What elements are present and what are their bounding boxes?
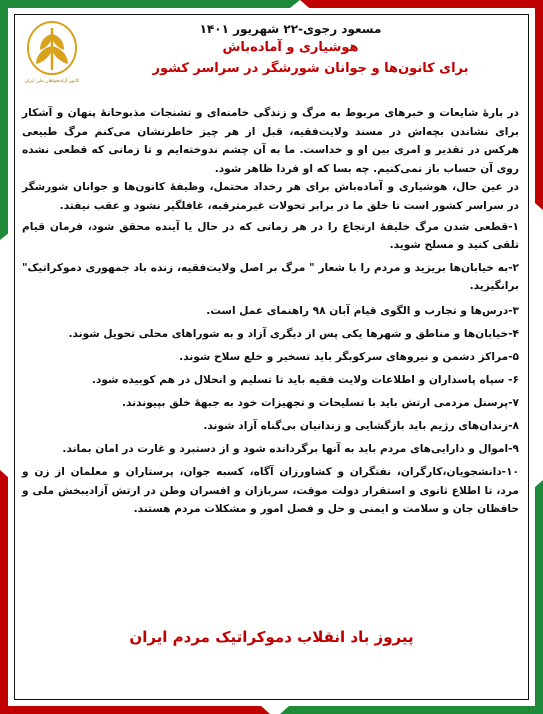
paragraph: در عین حال، هوشیاری و آماده‌باش برای هر رخداد محتمل، وظیفهٔ کانون‌ها و جوانان شورشگر در سراسر کشور است تا خلق ما در برابر تحولات غیرمترقبه، غافلگیر نشود و عقب نیفتد. [22, 181, 519, 212]
list-item: ۹-اموال و دارایی‌های مردم باید به آنها برگردانده شود و از دستبرد و غارت در امان بماند. [62, 442, 519, 455]
date-line: مسعود رجوی-۲۲ شهریور ۱۴۰۱ [199, 22, 382, 36]
paragraph: در بارهٔ شایعات و خبرهای مربوط به مرگ و زندگی خامنه‌ای و تشنجات مذبوحانهٔ پنهان و آشکار برای نشاندن بچه‌اش در مسند ولایت‌فقیه، قبل از هر چیز خاطرنشان می‌کنم مرگ طبیعی هرکس در تقدیر و امری بین او و خداست. ما به آن چشم ندوخته‌ایم و تا زمانی که قطعی نشده روی آن حساب باز نمی‌کنیم. چه بسا که او فردا ظاهر شود. [22, 107, 519, 175]
title-main: هوشیاری و آماده‌باش [222, 40, 359, 55]
list-item: ۶- سپاه پاسداران و اطلاعات ولایت فقیه باید تا تسلیم و انحلال در هم کوبیده شود. [91, 373, 519, 386]
list-item: ۳-درس‌ها و تجارب و الگوی قیام آبان ۹۸ راهنمای عمل است. [206, 304, 519, 317]
list-item: ۴-خیابان‌ها و مناطق و شهرها یکی پس از دیگری آزاد و به شوراهای محلی تحویل شوند. [68, 327, 519, 340]
header [100, 22, 521, 76]
list-item: ۵-مراکز دشمن و نیروهای سرکوبگر باید تسخیر و خلع سلاح شوند. [179, 350, 519, 363]
list-item: ۷-پرسنل مردمی ارتش باید با تسلیحات و تجهیزات خود به جبههٔ خلق بپیوندند. [122, 396, 519, 409]
list-item: ۸-زندان‌های رژیم باید بازگشایی و زندانیان بی‌گناه آزاد شوند. [203, 419, 519, 432]
logo-text: کانون آزادیخواهان ملی ایران [24, 79, 80, 84]
title-sub: برای کانون‌ها و جوانان شورشگر در سراسر کشور [152, 61, 469, 76]
list-item: ۱-قطعی شدن مرگ خلیفهٔ ارتجاع را در هر زمانی که در حال یا آینده محقق شود، فرمان قیام تلقی کنید و مسلح شوید. [22, 220, 519, 252]
statement-body [22, 104, 519, 523]
closing-slogan: پیروز باد انقلاب دموکراتیک مردم ایران [129, 628, 414, 646]
wheat-logo-icon [22, 20, 82, 92]
list-item: ۱۰-دانشجویان،کارگران، نفتگران و کشاورزان آگاه، کسبه جوان، پرستاران و معلمان از زن و مرد، تا اطلاع ثانوی و استقرار دولت موقت، سربازان و افسران وطن در ارتش آزادیبخش ملی و حافظان جان و سلامت و ایمنی و حل و فصل امور و مشکلات مردم هستند. [22, 465, 519, 516]
list-item: ۲-به خیابان‌ها بریزید و مردم را با شعار " مرگ بر اصل ولایت‌فقیه، زنده باد جمهوری دموکراتیک" برانگیزید. [22, 261, 519, 293]
